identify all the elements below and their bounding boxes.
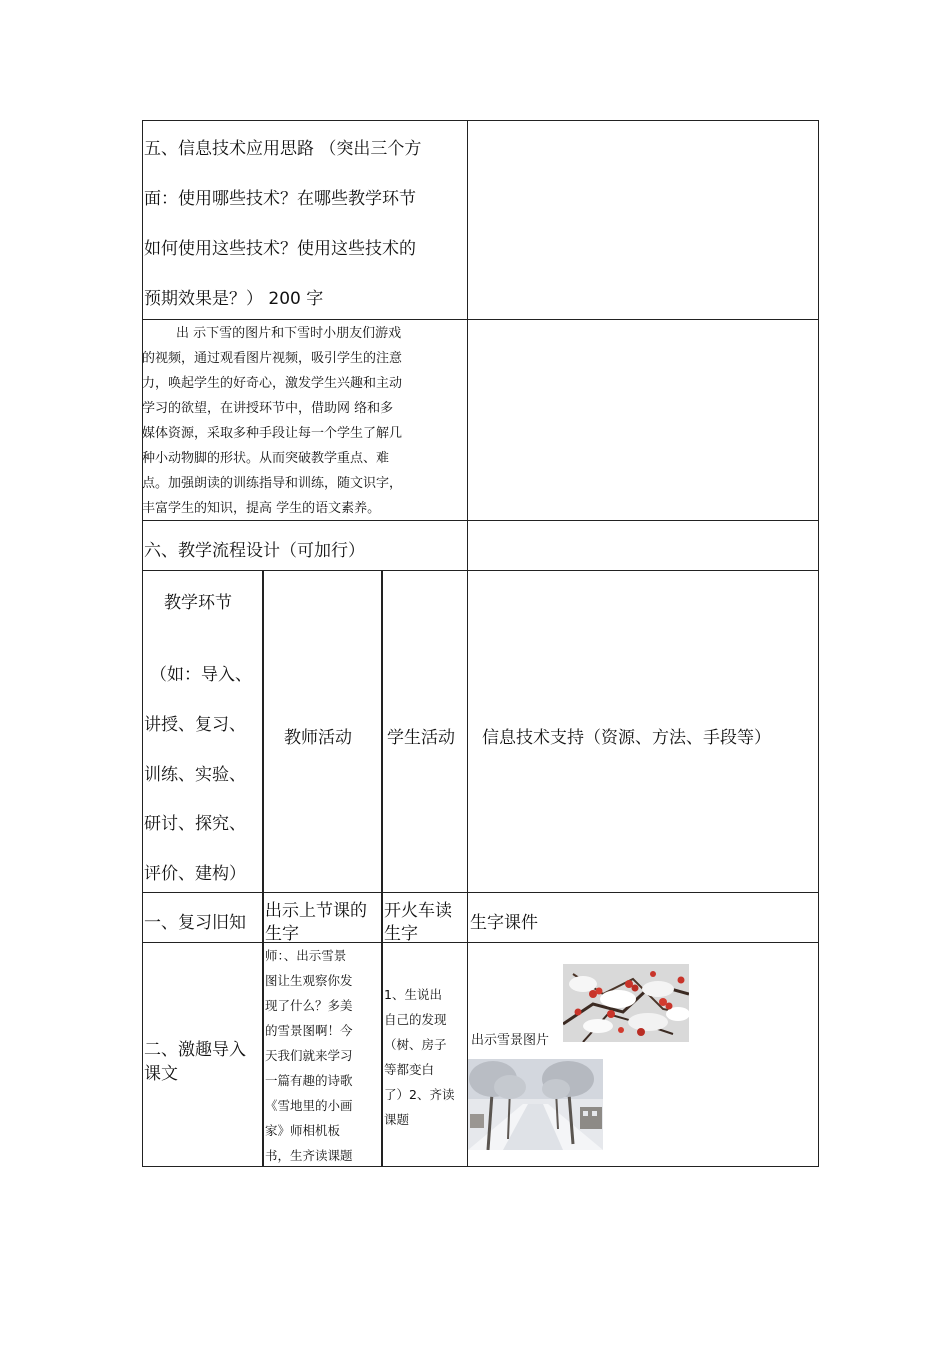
row-student-line: （树、房子	[384, 1037, 447, 1052]
row-student-line: 生字	[384, 924, 418, 944]
row-teacher-line: 《雪地里的小画	[265, 1098, 353, 1113]
rule-right	[818, 120, 819, 1167]
snowy-street-image	[468, 1059, 603, 1150]
row-student-line: 开火车读	[384, 901, 452, 921]
section6-heading: 六、教学流程设计（可加行）	[144, 541, 365, 561]
row-teacher-line: 天我们就来学习	[265, 1048, 353, 1063]
body-line: 出 示下雪的图片和下雪时小朋友们游戏	[176, 326, 402, 341]
row-stage-line: 课文	[144, 1064, 178, 1084]
header-stage-line: 评价、建构）	[144, 864, 246, 884]
row-teacher-line: 一篇有趣的诗歌	[265, 1073, 353, 1088]
header-teacher: 教师活动	[284, 728, 352, 748]
row-stage-line: 二、激趣导入	[144, 1040, 246, 1060]
row-student-line: 课题	[384, 1112, 410, 1127]
row-teacher-line: 的雪景图啊！今	[265, 1023, 353, 1038]
row-tech: 生字课件	[470, 913, 538, 933]
body-line: 力，唤起学生的好奇心，激发学生兴趣和主动	[142, 376, 403, 391]
rule-col1	[262, 570, 264, 1167]
body-line: 的视频，通过观看图片视频，吸引学生的注意	[142, 351, 403, 366]
body-line: 点。加强朗读的训练指导和训练，随文识字，	[142, 476, 403, 491]
snow-berries-image	[563, 964, 689, 1042]
header-tech: 信息技术支持（资源、方法、手段等）	[482, 728, 771, 748]
row-teacher-line: 师：、出示雪景	[265, 948, 347, 963]
section5-heading-line: 如何使用这些技术？使用这些技术的	[144, 239, 416, 259]
row-student-line: 等都变白	[384, 1062, 435, 1077]
header-stage-line: 训练、实验、	[144, 765, 246, 785]
rule-row1	[142, 942, 819, 943]
header-student: 学生活动	[387, 728, 455, 748]
row-teacher-line: 家》师相机板	[265, 1123, 341, 1138]
row-teacher-line: 现了什么？多美	[265, 998, 353, 1013]
header-stage-line: 教学环节	[164, 593, 232, 613]
rule-header	[142, 892, 819, 893]
body-line: 媒体资源，采取多种手段让每一个学生了解几	[142, 426, 403, 441]
body-line: 学习的欲望，在讲授环节中，借助网 络和多	[142, 401, 394, 416]
row-student-line: 了）2、齐读	[384, 1087, 455, 1102]
rule-left	[142, 120, 143, 1167]
row-teacher-line: 生字	[265, 924, 299, 944]
rule-s5-heading	[142, 319, 819, 320]
section5-heading-line: 五、信息技术应用思路 （突出三个方	[144, 139, 422, 159]
body-line: 丰富学生的知识，提高 学生的语文素养。	[142, 501, 381, 516]
section5-heading-line: 面：使用哪些技术？在哪些教学环节	[144, 189, 416, 209]
header-stage-line: 研讨、探究、	[144, 814, 246, 834]
row-student-line: 自己的发现	[384, 1012, 447, 1027]
row-tech: 出示雪景图片	[471, 1033, 550, 1048]
header-stage-line: （如：导入、	[150, 665, 252, 685]
rule-s5-body	[142, 520, 819, 521]
rule-mid	[467, 120, 468, 1167]
header-stage-line: 讲授、复习、	[144, 715, 246, 735]
rule-bottom	[142, 1166, 819, 1167]
row-teacher-line: 书，生齐读课题	[265, 1148, 353, 1163]
body-line: 种小动物脚的形状。从而突破教学重点、难	[142, 451, 390, 466]
section5-heading-line: 预期效果是？） 200 字	[144, 289, 324, 309]
rule-top	[142, 120, 819, 121]
rule-col2	[381, 570, 383, 1167]
rule-s6-heading	[142, 570, 819, 571]
row-teacher-line: 出示上节课的	[265, 901, 367, 921]
row-stage: 一、复习旧知	[144, 913, 246, 933]
row-teacher-line: 图让生观察你发	[265, 973, 353, 988]
row-student-line: 1、生说出	[384, 987, 442, 1002]
